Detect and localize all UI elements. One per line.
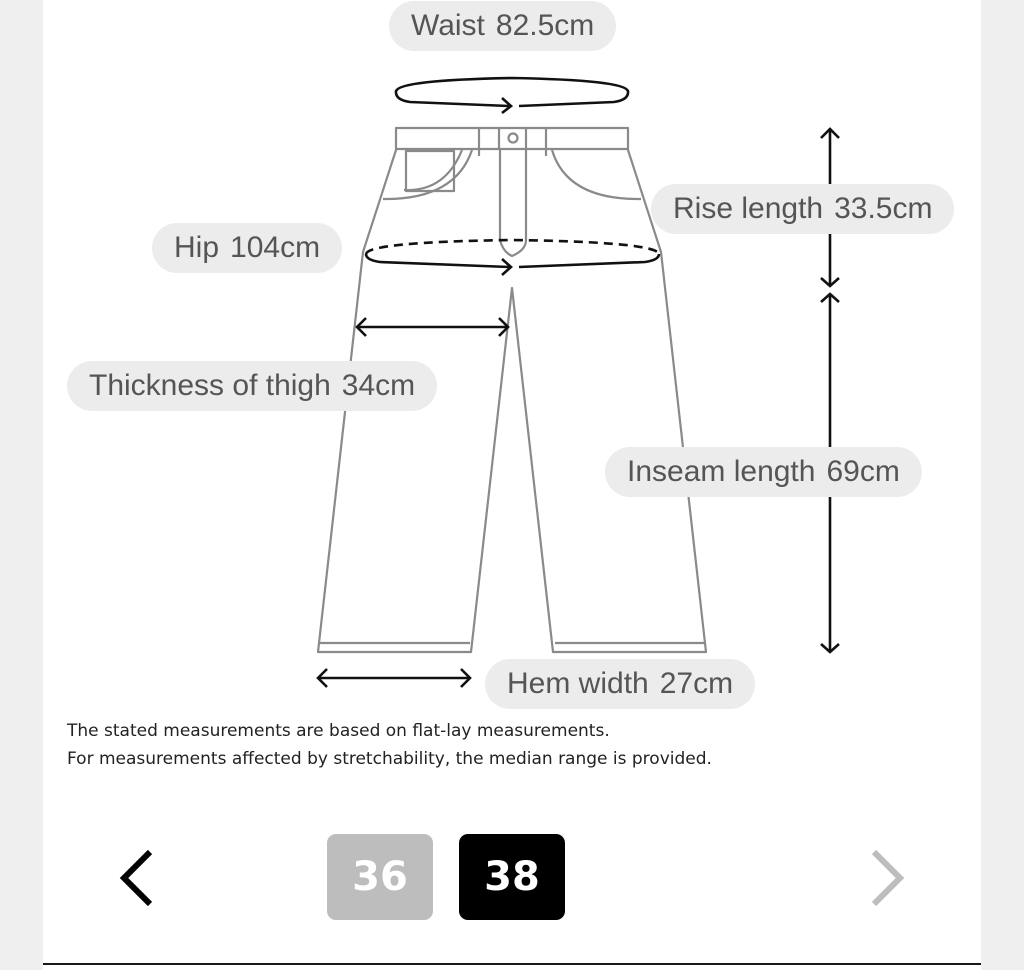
inseam-length-label-name: Inseam length xyxy=(627,455,816,488)
size-38-button[interactable]: 38 xyxy=(459,834,565,920)
chevron-right-icon[interactable] xyxy=(868,846,908,910)
hip-label xyxy=(152,223,342,273)
hem-width-label-name: Hem width xyxy=(507,667,649,700)
thigh-label xyxy=(67,361,437,411)
inseam-length-label xyxy=(605,447,922,497)
waist-measure-arrow xyxy=(396,78,628,113)
waist-label-name: Waist xyxy=(411,9,485,42)
chevron-left-icon[interactable] xyxy=(116,846,156,910)
hem-measure-arrow xyxy=(318,669,470,687)
rise-length-label xyxy=(651,184,954,234)
rise-length-value: 33.5cm xyxy=(834,192,933,225)
inseam-length-value: 69cm xyxy=(826,455,900,488)
hip-label-name: Hip xyxy=(174,231,220,264)
hem-width-value: 27cm xyxy=(659,667,734,700)
size-36-button[interactable]: 36 xyxy=(327,834,433,920)
thigh-value: 34cm xyxy=(341,369,416,402)
bottom-divider xyxy=(43,963,981,965)
rise-length-label-name: Rise length xyxy=(673,192,824,225)
hip-value: 104cm xyxy=(230,231,321,264)
measurement-note-stretch: For measurements affected by stretchability, the median range is provided. xyxy=(67,749,712,769)
waist-value: 82.5cm xyxy=(495,9,595,42)
measurement-note-flat-lay: The stated measurements are based on flat-lay measurements. xyxy=(67,721,610,741)
waist-label xyxy=(389,1,616,51)
hem-width-label xyxy=(485,659,755,709)
thigh-label-name: Thickness of thigh xyxy=(89,369,331,402)
